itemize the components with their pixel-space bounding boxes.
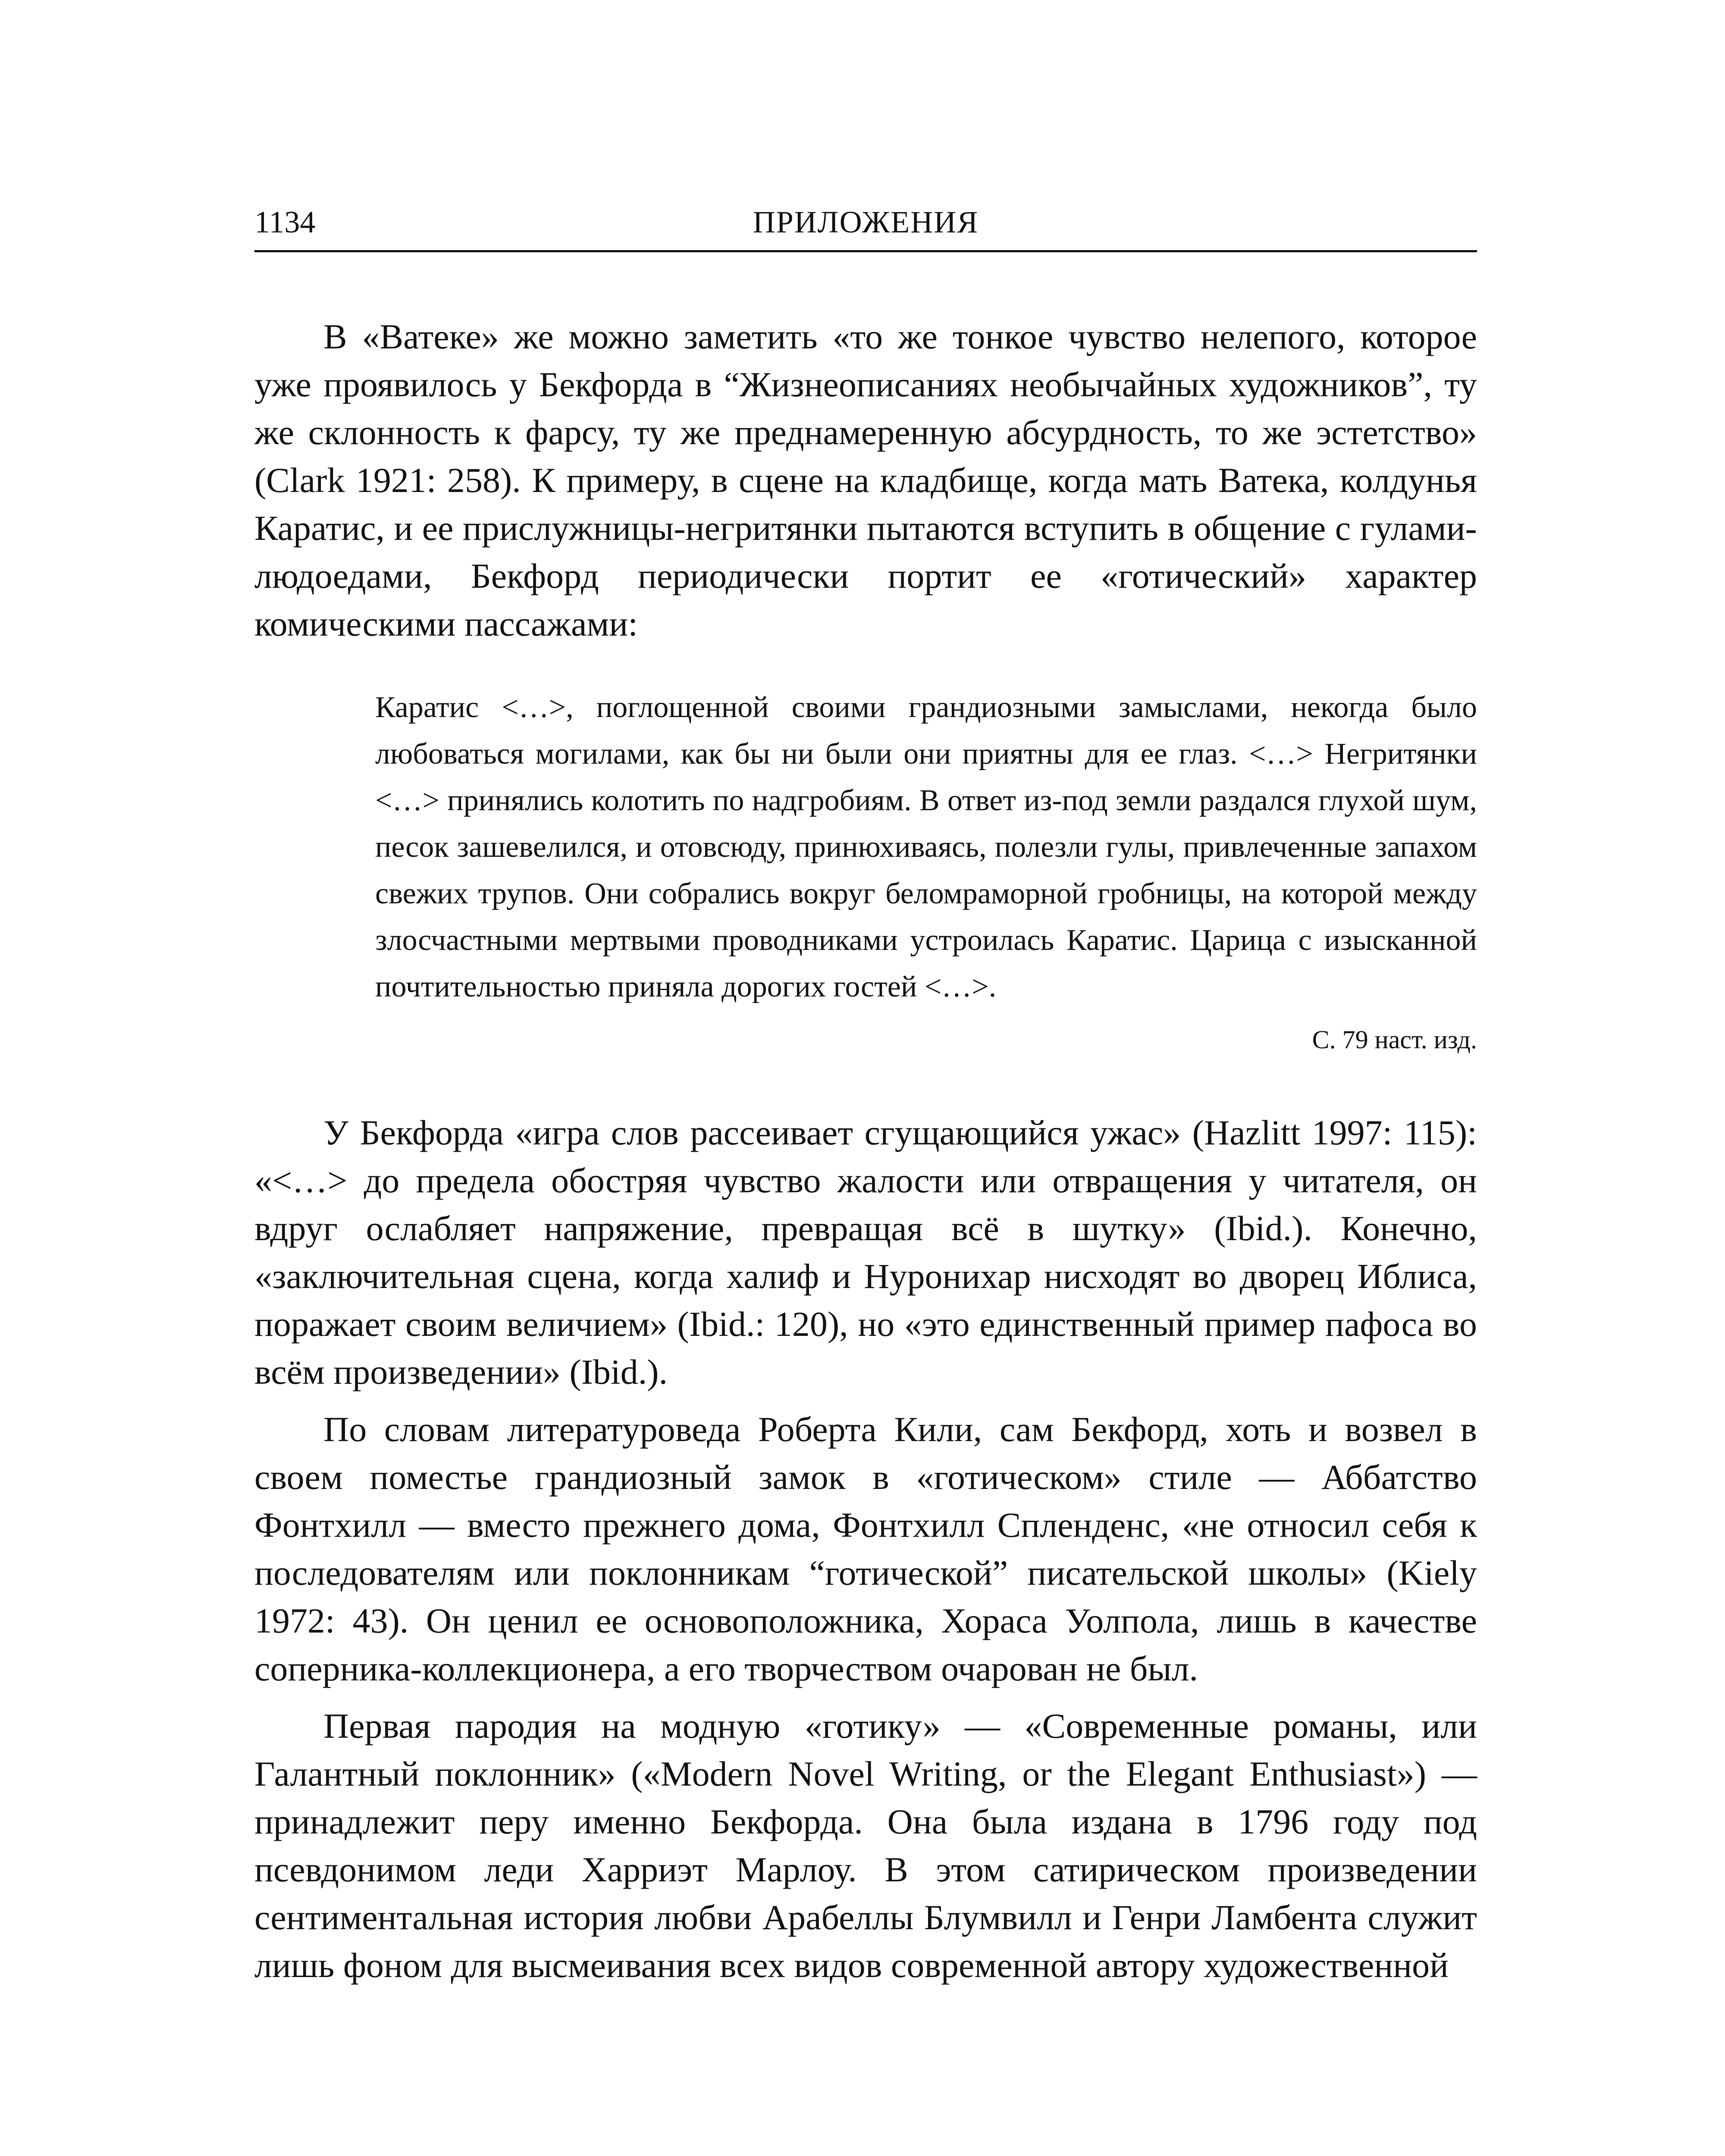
paragraph-4: Первая пародия на модную «готику» — «Современные романы, или Галантный поклонник» («Modern Novel Writing, or the Elegant Enthusiast») — принадлежит перу именно Бекфорда. Она была издана в 1796 году под псевдонимом леди Харриэт Марлоу. В этом сатирическом произведении сентиментальная история любви Арабеллы Блумвилл и Генри Ламбента служит лишь фоном для высмеивания всех видов современной автору художественной <box>254 1706 1477 1985</box>
body-text <box>254 313 1477 1989</box>
paragraph-3: По словам литературоведа Роберта Кили, сам Бекфорд, хоть и возвел в своем поместье грандиозный замок в «готическом» стиле — Аббатство Фонтхилл — вместо прежнего дома, Фонтхилл Спленденс, «не относил себя к последователям или поклонникам “готической” писательской школы» (Kiely 1972: 43). Он ценил ее основоположника, Хораса Уолпола, лишь в качестве соперника-коллекционера, а его творчеством очарован не был. <box>254 1410 1477 1688</box>
paragraph-1: В «Ватеке» же можно заметить «то же тонкое чувство нелепого, которое уже проявилось у Бекфорда в “Жизнеописаниях необычайных художников”, ту же склонность к фарсу, ту же преднамеренную абсурдность, то же эстетство» (Clark 1921: 258). К примеру, в сцене на кладбище, когда мать Ватека, колдунья Каратис, и ее прислужницы-негритянки пытаются вступить в общение с гулами-людоедами, Бекфорд периодически портит ее «готический» характер комическими пассажами: <box>254 317 1477 643</box>
running-head: ПРИЛОЖЕНИЯ <box>753 205 979 239</box>
block-quote <box>375 684 1477 1057</box>
paragraph-2: У Бекфорда «игра слов рассеивает сгущающийся ужас» (Hazlitt 1997: 115): «<…> до предела обостряя чувство жалости или отвращения у читателя, он вдруг ослабляет напряжение, превращая всё в шутку» (Ibid.). Конечно, «заключительная сцена, когда халиф и Нуронихар нисходят во дворец Иблиса, поражает своим величием» (Ibid.: 120), но «это единственный пример пафоса во всём произведении» (Ibid.). <box>254 1113 1477 1391</box>
quote-source: С. 79 наст. изд. <box>1312 1025 1477 1054</box>
book-page <box>254 203 1477 1989</box>
page-header <box>254 203 1477 252</box>
page-number: 1134 <box>254 205 316 239</box>
quote-text: Каратис <…>, поглощенной своими грандиозными замыслами, некогда было любоваться могилами, как бы ни были они приятны для ее глаз. <…> Негритянки <…> принялись колотить по надгробиям. В ответ из-под земли раздался глухой шум, песок зашевелился, и отовсюду, принюхиваясь, полезли гулы, привлеченные запахом свежих трупов. Они собрались вокруг беломраморной гробницы, на которой между злосчастными мертвыми проводниками устроилась Каратис. Царица с изысканной почтительностью приняла дорогих гостей <…>. <box>375 691 1477 1003</box>
